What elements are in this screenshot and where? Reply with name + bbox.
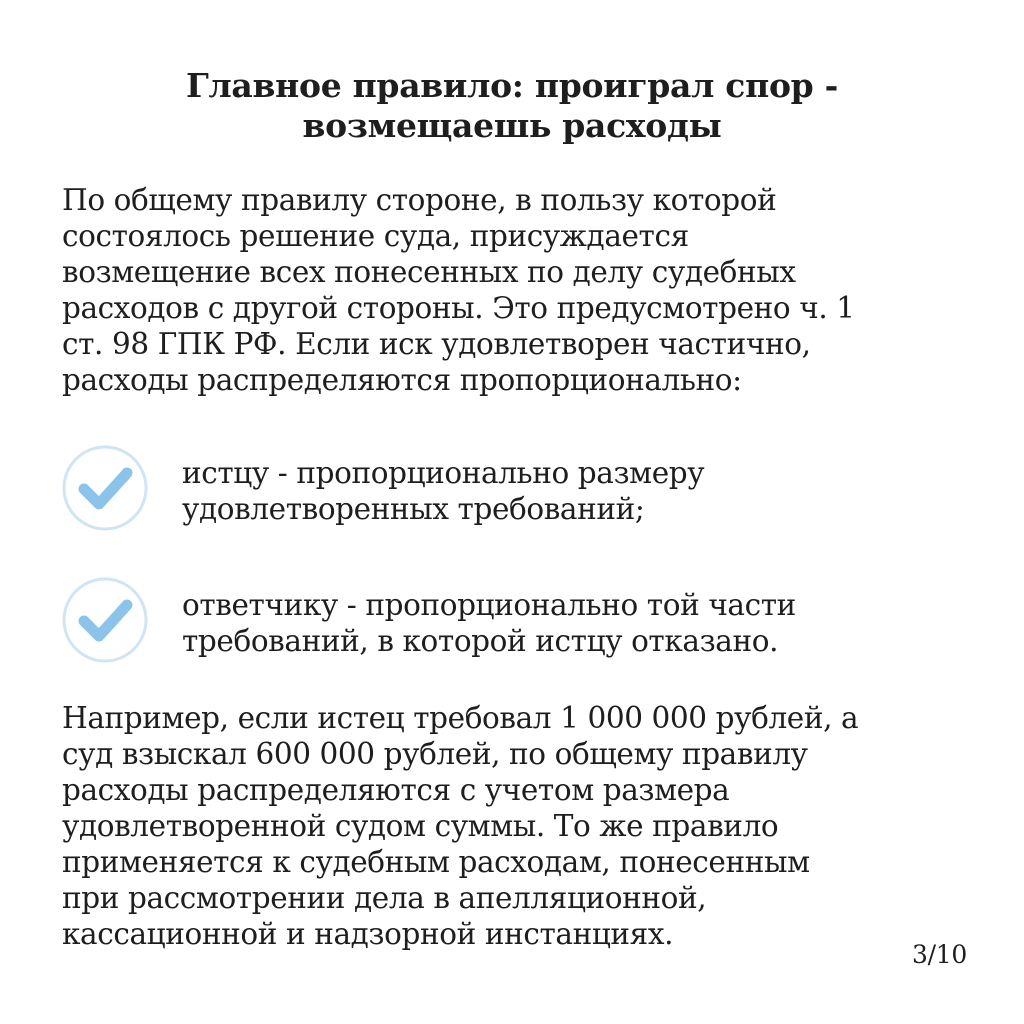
bullet-line: ответчику - пропорционально той части	[182, 588, 796, 622]
title-line: Главное правило: проиграл спор -	[185, 66, 839, 105]
intro-line: расходы распределяются пропорционально:	[62, 363, 742, 397]
example-line: суд взыскал 600 000 рублей, по общему правилу	[62, 737, 808, 771]
check-circle-icon	[60, 443, 150, 533]
example-line: кассационной и надзорной инстанциях.	[62, 917, 674, 951]
check-circle-icon	[60, 575, 150, 665]
intro-line: По общему правилу стороне, в пользу которой	[62, 183, 777, 217]
bullet-line: требований, в которой истцу отказано.	[182, 624, 779, 658]
intro-line: ст. 98 ГПК РФ. Если иск удовлетворен частично,	[62, 327, 811, 361]
bullet-text	[182, 587, 796, 659]
page-indicator: 3/10	[912, 940, 967, 969]
bullet-text	[182, 455, 704, 527]
intro-paragraph	[62, 182, 972, 398]
intro-line: состоялось решение суда, присуждается	[62, 219, 689, 253]
example-line: расходы распределяются с учетом размера	[62, 773, 730, 807]
bullet-item-plaintiff	[60, 443, 960, 533]
bullet-item-defendant	[60, 575, 960, 665]
intro-line: возмещение всех понесенных по делу судебных	[62, 255, 796, 289]
example-line: удовлетворенной судом суммы. То же правило	[62, 809, 779, 843]
title-line: возмещаешь расходы	[302, 106, 722, 145]
bullet-line: удовлетворенных требований;	[182, 492, 645, 526]
bullet-line: истцу - пропорционально размеру	[182, 456, 705, 490]
example-paragraph	[62, 700, 972, 952]
example-line: применяется к судебным расходам, понесенным	[62, 845, 810, 879]
intro-line: расходов с другой стороны. Это предусмотрено ч. 1	[62, 291, 855, 325]
slide-title	[80, 66, 944, 146]
example-line: Например, если истец требовал 1 000 000 рублей, а	[62, 701, 859, 735]
example-line: при рассмотрении дела в апелляционной,	[62, 881, 707, 915]
